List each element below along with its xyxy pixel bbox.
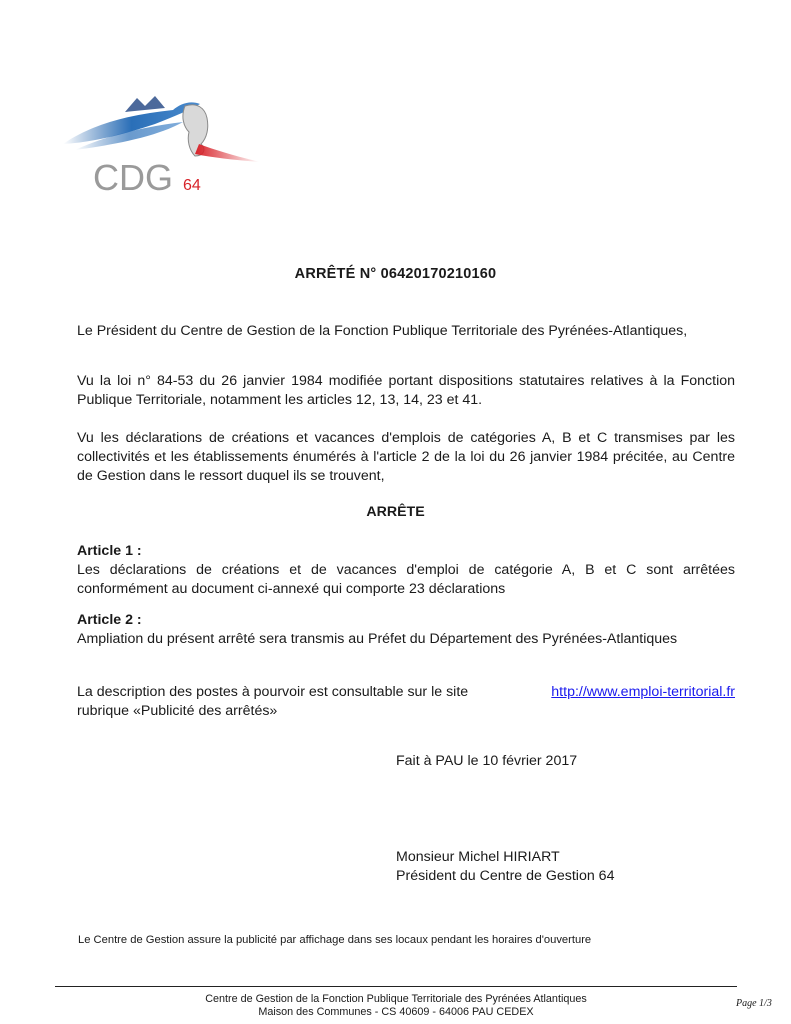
page-number: Page 1/3	[736, 998, 772, 1009]
legal-basis-2: Vu les déclarations de créations et vacances d'emplois de catégories A, B et C transmises par les collectivités et les établissements énumérés à l'article 2 de la loi du 26 janvier 1984 précitée, au Centre de Gestion dans le ressort duquel ils se trouvent,	[77, 430, 735, 484]
footer	[55, 993, 737, 1019]
description-paragraph	[77, 683, 735, 721]
article-1-label: Article 1 :	[77, 543, 142, 559]
signatory-role: Président du Centre de Gestion 64	[396, 868, 615, 884]
arrete-heading: ARRÊTE	[366, 504, 425, 520]
footer-divider	[55, 986, 737, 987]
article-2-text: Ampliation du présent arrêté sera transmis au Préfet du Département des Pyrénées-Atlantiques	[77, 631, 678, 647]
footer-line-2: Maison des Communes - CS 40609 - 64006 PAU CEDEX	[258, 1006, 534, 1018]
article-1-text: Les déclarations de créations et de vacances d'emploi de catégorie A, B et C sont arrêtées conformément au document ci-annexé qui comporte 23 déclarations	[77, 562, 735, 597]
decree-title: ARRÊTÉ N° 06420170210160	[294, 266, 497, 282]
article-2-label: Article 2 :	[77, 612, 142, 628]
description-rubric: rubrique «Publicité des arrêtés»	[77, 703, 278, 719]
article-2	[77, 611, 735, 649]
signature-block	[396, 848, 614, 886]
logo-text: CDG	[93, 157, 173, 198]
publicity-notice: Le Centre de Gestion assure la publicité par affichage dans ses locaux pendant les horaires d'ouverture	[78, 934, 592, 946]
emploi-territorial-link[interactable]: http://www.emploi-territorial.fr	[551, 684, 735, 700]
legal-basis-1: Vu la loi n° 84-53 du 26 janvier 1984 modifiée portant dispositions statutaires relatives à la Fonction Publique Territoriale, notamment les articles 12, 13, 14, 23 et 41.	[77, 373, 735, 408]
cdg64-logo	[55, 92, 265, 202]
article-1	[77, 542, 735, 599]
description-text: La description des postes à pourvoir est consultable sur le site	[77, 684, 469, 700]
date-line: Fait à PAU le 10 février 2017	[396, 753, 578, 769]
logo-number: 64	[183, 177, 201, 194]
footer-line-1: Centre de Gestion de la Fonction Publique Territoriale des Pyrénées Atlantiques	[205, 993, 587, 1005]
signatory-name: Monsieur Michel HIRIART	[396, 849, 560, 865]
preamble: Le Président du Centre de Gestion de la Fonction Publique Territoriale des Pyrénées-Atlantiques,	[77, 323, 688, 339]
